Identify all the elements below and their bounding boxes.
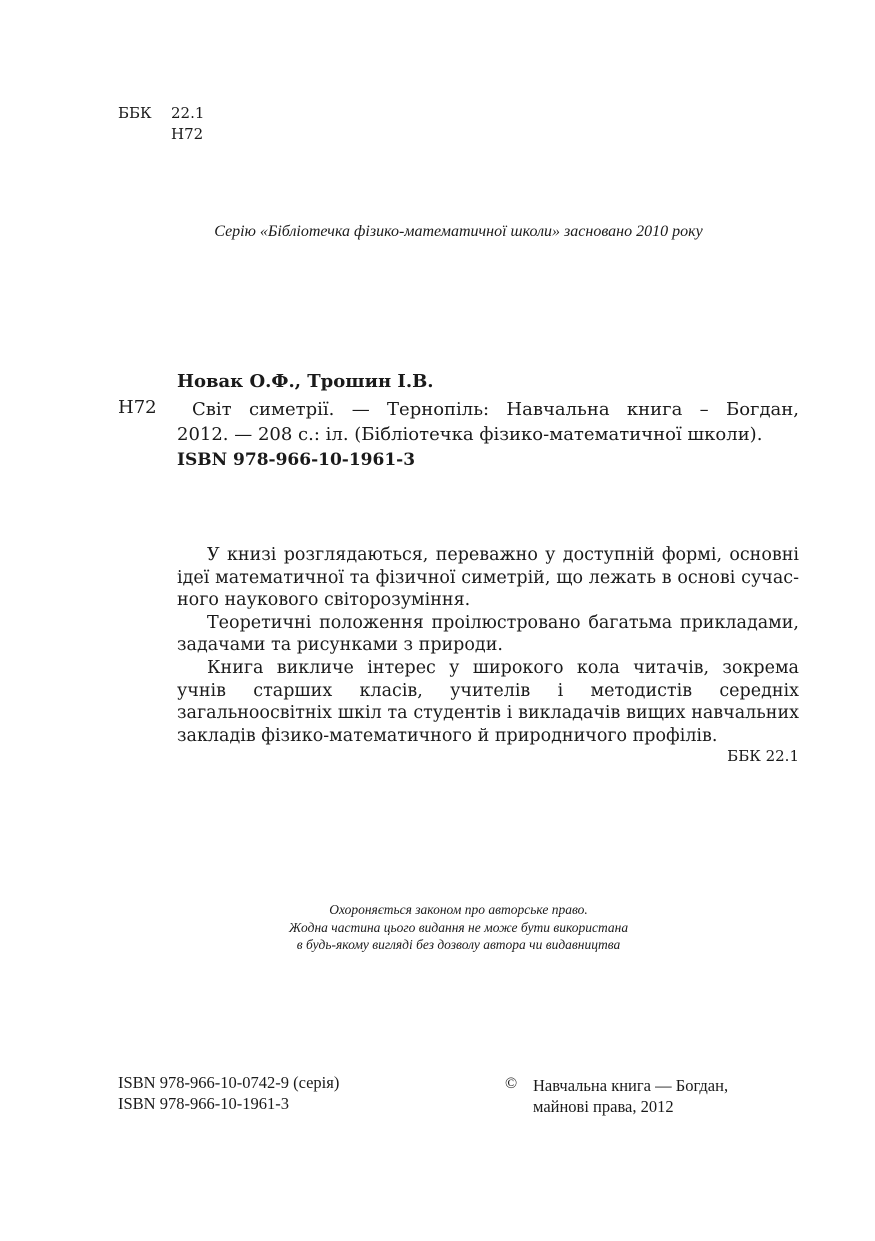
isbn-series: ISBN 978-966-10-0742-9 (серія) <box>118 1073 340 1092</box>
notice-line: Жодна частина цього видання не може бути використана <box>288 919 629 935</box>
annotation-paragraph: У книзі розглядаються, переважно у доступній формі, основні ідеї математичної та фізичної симетрій, що лежать в основі сучасного наукового світорозуміння. <box>177 545 799 611</box>
notice-line: Охороняється законом про авторське право. <box>329 902 588 917</box>
catalog-isbn: ISBN 978-966-10-1961-3 <box>177 450 416 470</box>
footer-isbn-block <box>118 1072 339 1114</box>
series-note: Серію «Бібліотечка фізико-математичної школи» засновано 2010 року <box>214 223 703 240</box>
copyright-notice <box>0 901 875 954</box>
bbk-label: ББК <box>118 104 152 122</box>
annotation-bbk: ББК 22.1 <box>727 747 799 765</box>
publisher-rights: майнові права, 2012 <box>533 1097 674 1116</box>
catalog-description-line2: 2012. — 208 с.: іл. (Бібліотечка фізико-математичної школи). <box>177 424 763 445</box>
catalog-description <box>177 397 799 447</box>
annotation-paragraph: Теоретичні положення проілюстровано багатьма прикладами, задачами та рисунками з природи. <box>177 612 799 656</box>
bbk-author-mark: Н72 <box>171 125 204 143</box>
bbk-code: 22.1 <box>171 104 205 122</box>
copyright-sign-icon: © <box>505 1075 518 1092</box>
catalog-description-line1: Світ симетрії. — Тернопіль: Навчальна книга – Богдан, <box>192 399 799 420</box>
isbn-book: ISBN 978-966-10-1961-3 <box>118 1094 289 1113</box>
catalog-author-mark: Н72 <box>118 397 157 418</box>
notice-line: в будь-якому вигляді без дозволу автора чи видавництва <box>296 937 621 952</box>
annotation <box>177 544 799 747</box>
publisher-name: Навчальна книга — Богдан, <box>533 1076 729 1095</box>
catalog-authors: Новак О.Ф., Трошин І.В. <box>177 371 434 392</box>
annotation-paragraph: Книга викличе інтерес у широкого кола читачів, зокрема учнів старших класів, учителів і методистів середніх загальноосвітніх шкіл та студентів і викладачів вищих навчальних закладів фізико-математичного й природничого профілів. <box>177 657 799 746</box>
publisher-block <box>533 1075 728 1117</box>
